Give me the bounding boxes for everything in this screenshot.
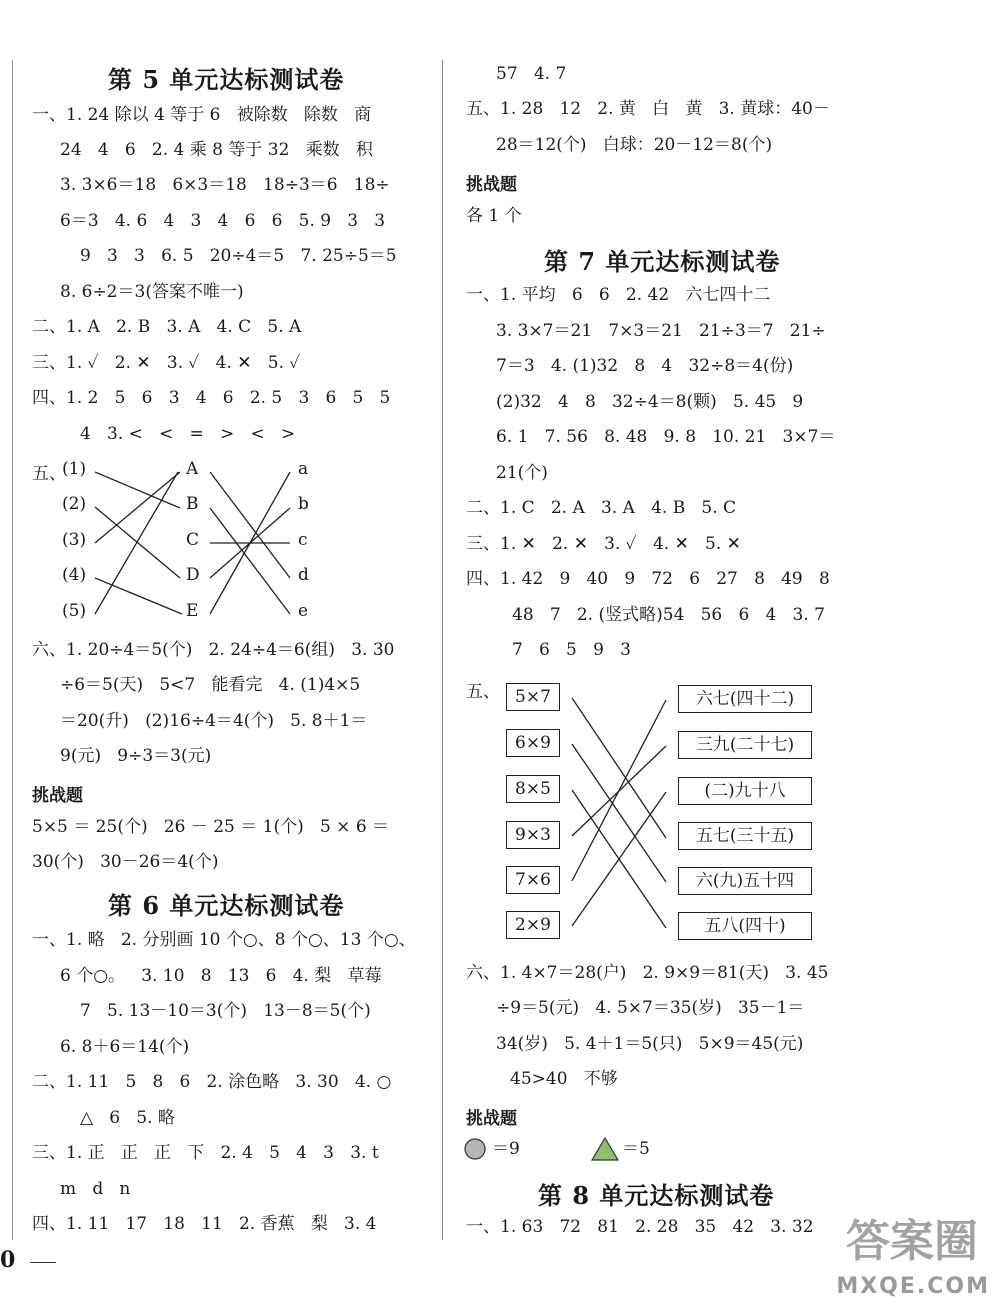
page-number-dash (30, 1262, 56, 1263)
right-top-line-2: 五、1. 28 12 2. 黄 白 黄 3. 黄球：40－ (466, 99, 830, 119)
unit5-challenge-line-2: 30(个) 30－26＝4(个) (32, 852, 219, 872)
unit7-challenge-triangle-value: ＝5 (622, 1139, 650, 1159)
unit5-line-2: 24 4 6 2. 4 乘 8 等于 32 乘数 积 (60, 140, 373, 160)
unit5-line-10: 4 3. < < = > < > (80, 424, 296, 444)
unit5-q5-right-5: e (298, 601, 309, 621)
unit7-line-4: (2)32 4 8 32÷4＝8(颗) 5. 45 9 (496, 392, 804, 412)
triangle-shape-icon (590, 1136, 620, 1162)
unit5-q5-right-4: d (298, 565, 309, 585)
unit6-line-5: 二、1. 11 5 8 6 2. 涂色略 3. 30 4. ○ (32, 1072, 392, 1092)
unit7-line-8: 三、1. ✕ 2. ✕ 3. ✓ 4. ✕ 5. ✕ (466, 534, 741, 554)
unit6-line-2: 6 个○。 3. 10 8 13 6 4. 梨 草莓 (60, 966, 382, 986)
unit7-q5-left-1: 5×7 (506, 683, 560, 711)
unit7-line-10: 48 7 2. (竖式略)54 56 6 4 3. 7 (512, 605, 825, 625)
unit6-title: 第 6 单元达标测试卷 (108, 891, 345, 920)
page-number: 0 (0, 1247, 16, 1273)
right-top-line-3: 28＝12(个) 白球：20－12＝8(个) (496, 135, 773, 155)
unit6-line-1: 一、1. 略 2. 分别画 10 个○、8 个○、13 个○、 (32, 930, 416, 950)
unit5-q5-mid-4: D (186, 565, 200, 585)
right-challenge-title: 挑战题 (466, 175, 517, 195)
right-challenge-text: 各 1 个 (466, 206, 522, 226)
unit5-q5-mid-1: A (186, 459, 199, 479)
unit7-q6-line-2: ÷9＝5(元) 4. 5×7＝35(岁) 35－1＝ (496, 998, 805, 1018)
unit5-q5-left-5: (5) (62, 601, 87, 621)
circle-shape-icon (462, 1137, 490, 1161)
unit7-line-7: 二、1. C 2. A 3. A 4. B 5. C (466, 498, 737, 518)
unit5-q5-left-4: (4) (62, 565, 87, 585)
unit7-line-6: 21(个) (496, 463, 548, 483)
unit7-line-5: 6. 1 7. 56 8. 48 9. 8 10. 21 3×7＝ (496, 427, 836, 447)
unit5-q6-line-4: 9(元) 9÷3＝3(元) (60, 746, 212, 766)
unit5-q6-line-3: ＝20(升) (2)16÷4＝4(个) 5. 8＋1＝ (60, 711, 368, 731)
unit5-line-5: 9 3 3 6. 5 20÷4＝5 7. 25÷5＝5 (80, 246, 397, 266)
right-top-line-1: 57 4. 7 (496, 64, 567, 84)
unit5-q6-line-2: ÷6＝5(天) 5<7 能看完 4. (1)4×5 (60, 675, 361, 695)
unit7-q5-left-2: 6×9 (506, 729, 560, 757)
unit7-title: 第 7 单元达标测试卷 (544, 247, 781, 276)
unit5-line-4: 6＝3 4. 6 4 3 4 6 6 5. 9 3 3 (60, 211, 386, 231)
unit5-title: 第 5 单元达标测试卷 (108, 65, 345, 94)
unit7-q5-left-6: 2×9 (506, 911, 560, 939)
unit7-q5-right-2: 三九(二十七) (678, 731, 812, 759)
unit5-q5-mid-2: B (186, 494, 199, 514)
unit5-q5-left-1: (1) (62, 459, 87, 479)
unit6-line-3: 7 5. 13－10＝3(个) 13－8＝5(个) (80, 1001, 371, 1021)
unit7-q5-right-3: (二)九十八 (678, 777, 812, 805)
unit5-q5-right-2: b (298, 494, 309, 514)
unit7-line-3: 7＝3 4. (1)32 8 4 32÷8＝4(份) (496, 356, 794, 376)
unit6-line-8: m d n (60, 1179, 131, 1199)
unit5-challenge-title: 挑战题 (32, 786, 83, 806)
unit5-challenge-line-1: 5×5 ＝ 25(个) 26 － 25 ＝ 1(个) 5 × 6 ＝ (32, 817, 390, 837)
unit7-line-9: 四、1. 42 9 40 9 72 6 27 8 49 8 (466, 569, 830, 589)
watermark-logo: 答案圈 (846, 1216, 978, 1267)
unit7-q6-line-3: 34(岁) 5. 4＋1＝5(只) 5×9＝45(元) (496, 1034, 804, 1054)
unit6-line-9: 四、1. 11 17 18 11 2. 香蕉 梨 3. 4 (32, 1214, 377, 1234)
unit5-q5-left-3: (3) (62, 530, 87, 550)
unit8-title: 第 8 单元达标测试卷 (538, 1181, 775, 1210)
unit7-line-11: 7 6 5 9 3 (512, 640, 631, 660)
unit7-line-1: 一、1. 平均 6 6 2. 42 六七四十二 (466, 285, 771, 305)
unit8-line-1: 一、1. 63 72 81 2. 28 35 42 3. 32 (466, 1217, 814, 1237)
unit5-line-7: 二、1. A 2. B 3. A 4. C 5. A (32, 317, 302, 337)
unit7-q6-line-1: 六、1. 4×7＝28(户) 2. 9×9＝81(天) 3. 45 (466, 963, 829, 983)
watermark-url: MXQE.COM (836, 1274, 990, 1299)
unit6-line-4: 6. 8＋6＝14(个) (60, 1037, 190, 1057)
unit7-line-2: 3. 3×7＝21 7×3＝21 21÷3＝7 21÷ (496, 321, 826, 341)
unit6-line-6: △ 6 5. 略 (80, 1108, 175, 1128)
unit6-line-7: 三、1. 正 正 正 下 2. 4 5 4 3 3. t (32, 1143, 379, 1163)
unit5-line-8: 三、1. ✓ 2. ✕ 3. ✓ 4. ✕ 5. ✓ (32, 353, 301, 373)
unit5-q5-label: 五、 (32, 464, 66, 484)
unit5-q5-left-2: (2) (62, 494, 87, 514)
unit7-q6-line-4: 45>40 不够 (510, 1069, 618, 1089)
unit5-q5-mid-5: E (186, 601, 199, 621)
unit5-q6-line-1: 六、1. 20÷4＝5(个) 2. 24÷4＝6(组) 3. 30 (32, 640, 395, 660)
unit5-line-6: 8. 6÷2＝3(答案不唯一) (60, 282, 244, 302)
unit7-challenge-title: 挑战题 (466, 1109, 517, 1129)
unit7-q5-right-5: 六(九)五十四 (678, 867, 812, 895)
unit7-q5-left-5: 7×6 (506, 866, 560, 894)
unit5-q5-right-3: c (298, 530, 308, 550)
unit7-q5-right-4: 五七(三十五) (678, 822, 812, 850)
unit7-q5-label: 五、 (466, 682, 500, 702)
unit7-q5-left-3: 8×5 (506, 775, 560, 803)
unit5-line-3: 3. 3×6＝18 6×3＝18 18÷3＝6 18÷ (60, 175, 390, 195)
unit5-q5-mid-3: C (186, 530, 200, 550)
unit7-q5-right-1: 六七(四十二) (678, 685, 812, 713)
unit7-challenge-circle-value: ＝9 (492, 1139, 520, 1159)
unit5-q5-right-1: a (298, 459, 309, 479)
unit5-line-1: 一、1. 24 除以 4 等于 6 被除数 除数 商 (32, 105, 372, 125)
unit7-matching-lines (440, 0, 1000, 1309)
unit7-q5-right-6: 五八(四十) (678, 912, 812, 940)
unit5-line-9: 四、1. 2 5 6 3 4 6 2. 5 3 6 5 5 (32, 388, 391, 408)
unit7-q5-left-4: 9×3 (506, 821, 560, 849)
